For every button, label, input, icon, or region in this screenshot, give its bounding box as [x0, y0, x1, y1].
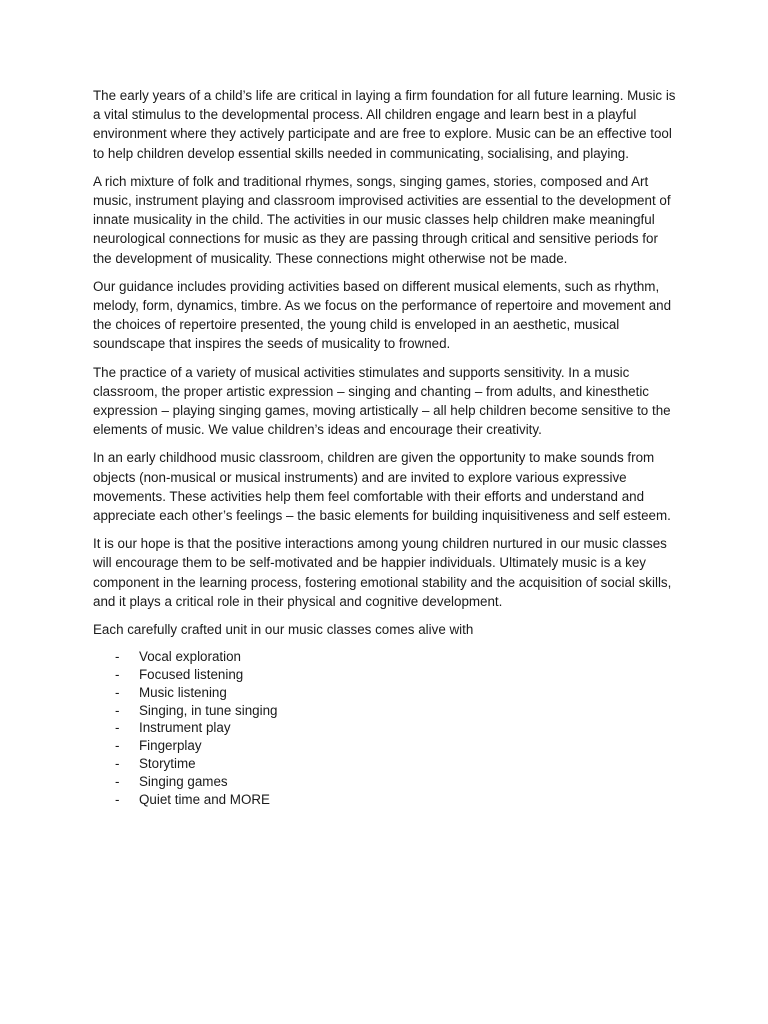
list-item [93, 666, 677, 684]
list-item [93, 773, 677, 791]
paragraph-unit-intro: Each carefully crafted unit in our music classes comes alive with [93, 622, 474, 638]
list-item [93, 755, 677, 773]
list-item-text: Singing, in tune singing [139, 702, 278, 718]
list-item-text: Singing games [139, 773, 228, 789]
paragraph-guidance: Our guidance includes providing activities based on different musical elements, such as rhythm, melody, form, dynamics, timbre. As we focus on the performance of repertoire and movement and the choices of repertoire presented, the young child is enveloped in an aesthetic, musical soundscape that inspires the seeds of musicality to frowned. [93, 278, 672, 352]
list-bullet: - [115, 773, 120, 789]
activity-list [93, 648, 677, 808]
list-item-text: Focused listening [139, 667, 244, 683]
list-bullet: - [115, 667, 120, 683]
list-item-text: Quiet time and MORE [139, 791, 270, 807]
paragraph-practice: The practice of a variety of musical activities stimulates and supports sensitivity. In a music classroom, the proper artistic expression – singing and chanting – from adults, and kinesthetic expression – playing singing games, moving artistically – all help children become sensitive to the elements of music. We value children’s ideas and encourage their creativity. [93, 364, 671, 438]
list-item-text: Vocal exploration [139, 649, 241, 665]
list-bullet: - [115, 791, 120, 807]
document-page [93, 86, 677, 808]
list-bullet: - [115, 756, 120, 772]
list-item-text: Instrument play [139, 720, 231, 736]
list-bullet: - [115, 684, 120, 700]
list-item-text: Fingerplay [139, 738, 202, 754]
list-item [93, 719, 677, 737]
list-bullet: - [115, 702, 120, 718]
list-bullet: - [115, 738, 120, 754]
list-bullet: - [115, 720, 120, 736]
list-item-text: Music listening [139, 684, 227, 700]
paragraph-rich-mixture: A rich mixture of folk and traditional rhymes, songs, singing games, stories, composed and Art music, instrument playing and classroom improvised activities are essential to the development of innate musicality in the child. The activities in our music classes help children make meaningful neurological connections for music as they are passing through critical and sensitive periods for the development of musicality. These connections might otherwise not be made. [93, 173, 671, 266]
list-item [93, 702, 677, 720]
list-item [93, 684, 677, 702]
paragraph-intro: The early years of a child’s life are critical in laying a firm foundation for all future learning. Music is a vital stimulus to the developmental process. All children engage and learn best in a playful environment where they actively participate and are free to explore. Music can be an effective tool to help children develop essential skills needed in communicating, socialising, and playing. [93, 88, 676, 161]
list-bullet: - [115, 649, 120, 665]
list-item [93, 791, 677, 809]
paragraph-hope: It is our hope is that the positive interactions among young children nurtured in our music classes will encourage them to be self-motivated and be happier individuals. Ultimately music is a key component in the learning process, fostering emotional stability and the acquisition of social skills, and it plays a critical role in their physical and cognitive development. [93, 536, 672, 609]
list-item-text: Storytime [139, 756, 196, 772]
paragraph-classroom: In an early childhood music classroom, children are given the opportunity to make sounds from objects (non-musical or musical instruments) and are invited to explore various expressive movements. These activities help them feel comfortable with their efforts and understand and appreciate each other’s feelings – the basic elements for building inquisitiveness and self esteem. [93, 450, 671, 524]
list-item [93, 737, 677, 755]
list-item [93, 648, 677, 666]
